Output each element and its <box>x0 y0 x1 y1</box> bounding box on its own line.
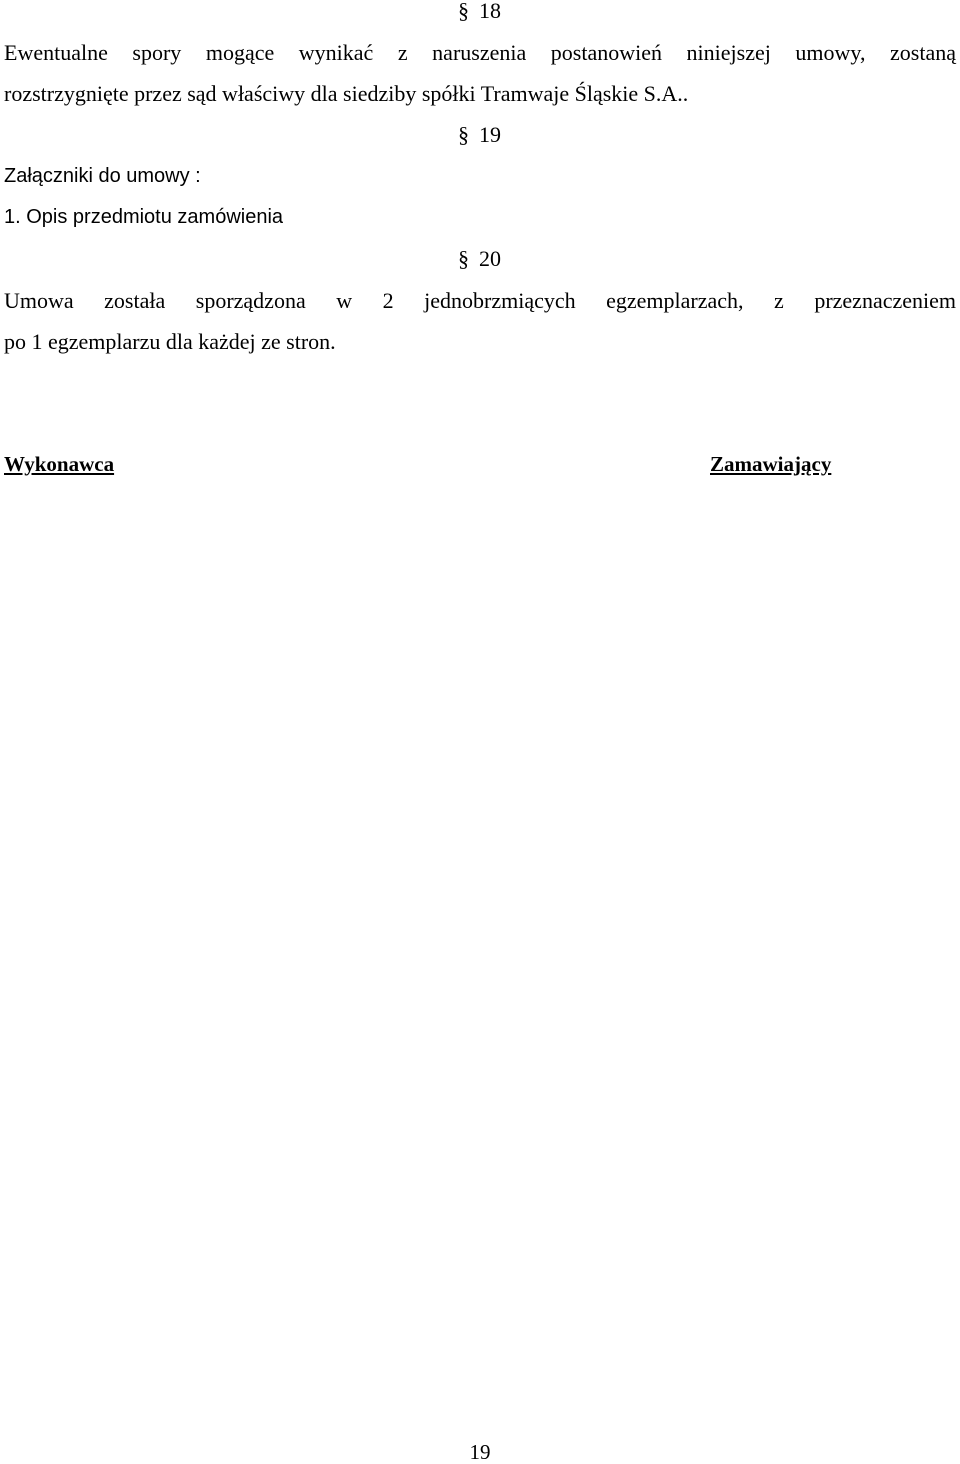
section-symbol: § <box>458 122 469 147</box>
section-symbol: § <box>458 0 469 23</box>
section-number: 18 <box>479 0 501 23</box>
paragraph-line: Umowa została sporządzona w 2 jednobrzmiących egzemplarzach, z przeznaczeniem <box>4 288 956 313</box>
section-19-paragraph <box>4 156 956 238</box>
section-18-paragraph <box>4 32 956 114</box>
section-number: 20 <box>479 246 501 271</box>
section-symbol: § <box>458 246 469 271</box>
section-18-heading <box>458 0 501 24</box>
section-19-heading <box>458 122 501 148</box>
paragraph-line: rozstrzygnięte przez sąd właściwy dla siedziby spółki Tramwaje Śląskie S.A.. <box>4 81 689 106</box>
attachment-item: 1. Opis przedmiotu zamówienia <box>4 206 284 228</box>
client-signature-label: Zamawiający <box>710 452 832 476</box>
section-20-heading <box>458 246 501 272</box>
contractor-signature-label: Wykonawca <box>4 452 115 476</box>
paragraph-line: Ewentualne spory mogące wynikać z naruszenia postanowień niniejszej umowy, zostaną <box>4 40 956 65</box>
section-20-paragraph <box>4 280 956 362</box>
attachments-heading: Załączniki do umowy : <box>4 165 201 187</box>
section-number: 19 <box>479 122 501 147</box>
paragraph-line: po 1 egzemplarzu dla każdej ze stron. <box>4 329 336 354</box>
page-number: 19 <box>469 1440 491 1464</box>
